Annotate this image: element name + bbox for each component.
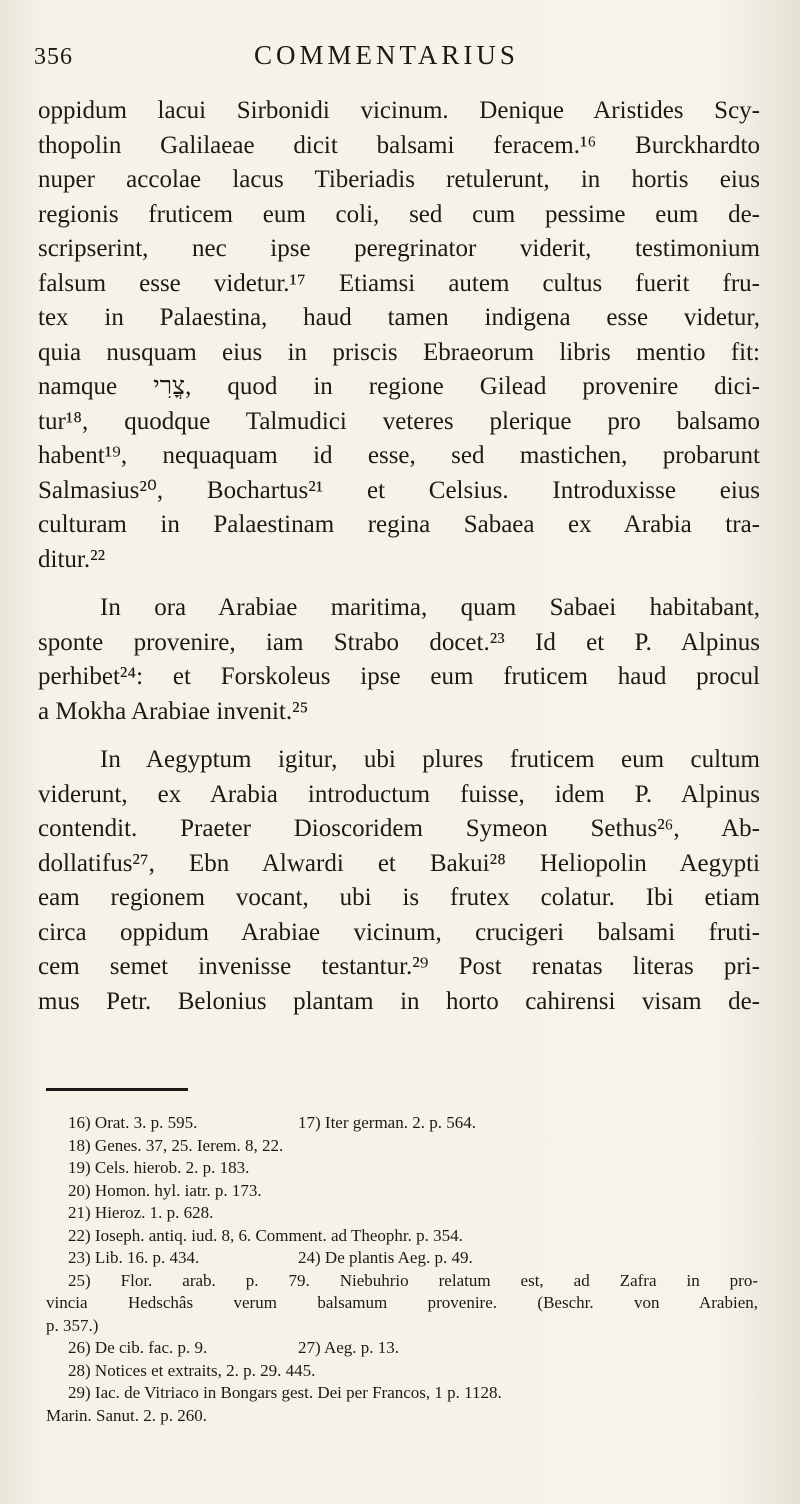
footnote: 21) Hieroz. 1. p. 628. — [68, 1203, 214, 1222]
text-line: perhibet²⁴: et Forskoleus ipse eum fruticem haud procul — [38, 663, 760, 690]
paragraph-gap — [38, 729, 760, 743]
footnote: 24) De plantis Aeg. p. 49. — [298, 1248, 473, 1267]
text-line: In Aegyptum igitur, ubi plures fruticem eum cultum — [100, 746, 760, 773]
footnote: 27) Aeg. p. 13. — [298, 1338, 400, 1357]
footnote: 23) Lib. 16. p. 434. — [68, 1248, 200, 1267]
footnote: 18) Genes. 37, 25. Ierem. 8, 22. — [68, 1135, 284, 1155]
text-line: namque צֳרִי, quod in regione Gilead provenire dici- — [38, 373, 760, 400]
text-line: nuper accolae lacus Tiberiadis retulerunt, in hortis eius — [38, 166, 760, 193]
footnote: 20) Homon. hyl. iatr. p. 173. — [68, 1180, 262, 1200]
text-line: mus Petr. Belonius plantam in horto cahirensi visam de- — [38, 987, 760, 1015]
text-line: eam regionem vocant, ubi is frutex colatur. Ibi etiam — [38, 884, 760, 911]
text-line: culturam in Palaestinam regina Sabaea ex Arabia tra- — [38, 511, 760, 538]
paragraph-3 — [38, 743, 760, 1019]
text-line: oppidum lacui Sirbonidi vicinum. Denique Aristides Scy- — [38, 97, 760, 124]
text-line: dollatifus²⁷, Ebn Alwardi et Bakui²⁸ Heliopolin Aegypti — [38, 849, 760, 877]
footnote: 29) Iac. de Vitriaco in Bongars gest. Dei per Francos, 1 p. 1128. — [68, 1383, 502, 1402]
text-line: a Mokha Arabiae invenit.²⁵ — [38, 697, 309, 725]
footnote: 28) Notices et extraits, 2. p. 29. 445. — [68, 1360, 316, 1380]
footnote-continuation: p. 357.) — [46, 1315, 99, 1335]
text-line: Salmasius²⁰, Bochartus²¹ et Celsius. Introduxisse eius — [38, 476, 760, 504]
footnote: 26) De cib. fac. p. 9. — [68, 1338, 208, 1357]
footnote-divider — [46, 1088, 188, 1091]
footnote: 16) Orat. 3. p. 595. — [68, 1113, 198, 1132]
text-line: In ora Arabiae maritima, quam Sabaei habitabant, — [100, 594, 760, 621]
text-line: thopolin Galilaeae dicit balsami feracem.¹⁶ Burckhardto — [38, 131, 760, 159]
paragraph-2 — [38, 591, 760, 729]
footnote-line — [46, 1247, 758, 1270]
text-line: habent¹⁹, nequaquam id esse, sed mastichen, probarunt — [38, 442, 760, 469]
text-line: ditur.²² — [38, 545, 106, 573]
text-line: tur¹⁸, quodque Talmudici veteres plerique pro balsamo — [38, 407, 760, 435]
text-line: cem semet invenisse testantur.²⁹ Post renatas literas pri- — [38, 953, 760, 980]
footnote: 19) Cels. hierob. 2. p. 183. — [68, 1158, 250, 1177]
footnote-continuation: vincia Hedschâs verum balsamum provenire. (Beschr. von Arabien, — [46, 1293, 758, 1312]
footnotes — [46, 1112, 758, 1427]
paragraph-1 — [38, 94, 760, 577]
footnote-continuation: Marin. Sanut. 2. p. 260. — [46, 1405, 208, 1425]
footnote-line — [46, 1112, 758, 1135]
text-line: regionis fruticem eum coli, sed cum pessime eum de- — [38, 200, 760, 228]
text-line: contendit. Praeter Dioscoridem Symeon Sethus²⁶, Ab- — [38, 815, 760, 842]
running-title: COMMENTARIUS — [254, 40, 519, 70]
text-line: sponte provenire, iam Strabo docet.²³ Id et P. Alpinus — [38, 628, 760, 656]
page-number: 356 — [34, 44, 73, 70]
text-line: falsum esse videtur.¹⁷ Etiamsi autem cultus fuerit fru- — [38, 269, 760, 297]
text-line: tex in Palaestina, haud tamen indigena esse videtur, — [38, 304, 760, 331]
text-line: scripserint, nec ipse peregrinator viderit, testimonium — [38, 235, 760, 262]
text-line: viderunt, ex Arabia introductum fuisse, idem P. Alpinus — [38, 780, 760, 808]
page-header — [34, 34, 760, 74]
footnote: 22) Ioseph. antiq. iud. 8, 6. Comment. ad Theophr. p. 354. — [68, 1225, 463, 1245]
paragraph-gap — [38, 577, 760, 591]
footnote: 17) Iter german. 2. p. 564. — [298, 1113, 476, 1132]
text-line: quia nusquam eius in priscis Ebraeorum libris mentio fit: — [38, 338, 760, 366]
footnote-line — [46, 1337, 758, 1360]
footnote: 25) Flor. arab. p. 79. Niebuhrio relatum est, ad Zafra in pro- — [68, 1270, 758, 1290]
main-text — [38, 94, 760, 1019]
text-line: circa oppidum Arabiae vicinum, crucigeri balsami fruti- — [38, 918, 760, 946]
